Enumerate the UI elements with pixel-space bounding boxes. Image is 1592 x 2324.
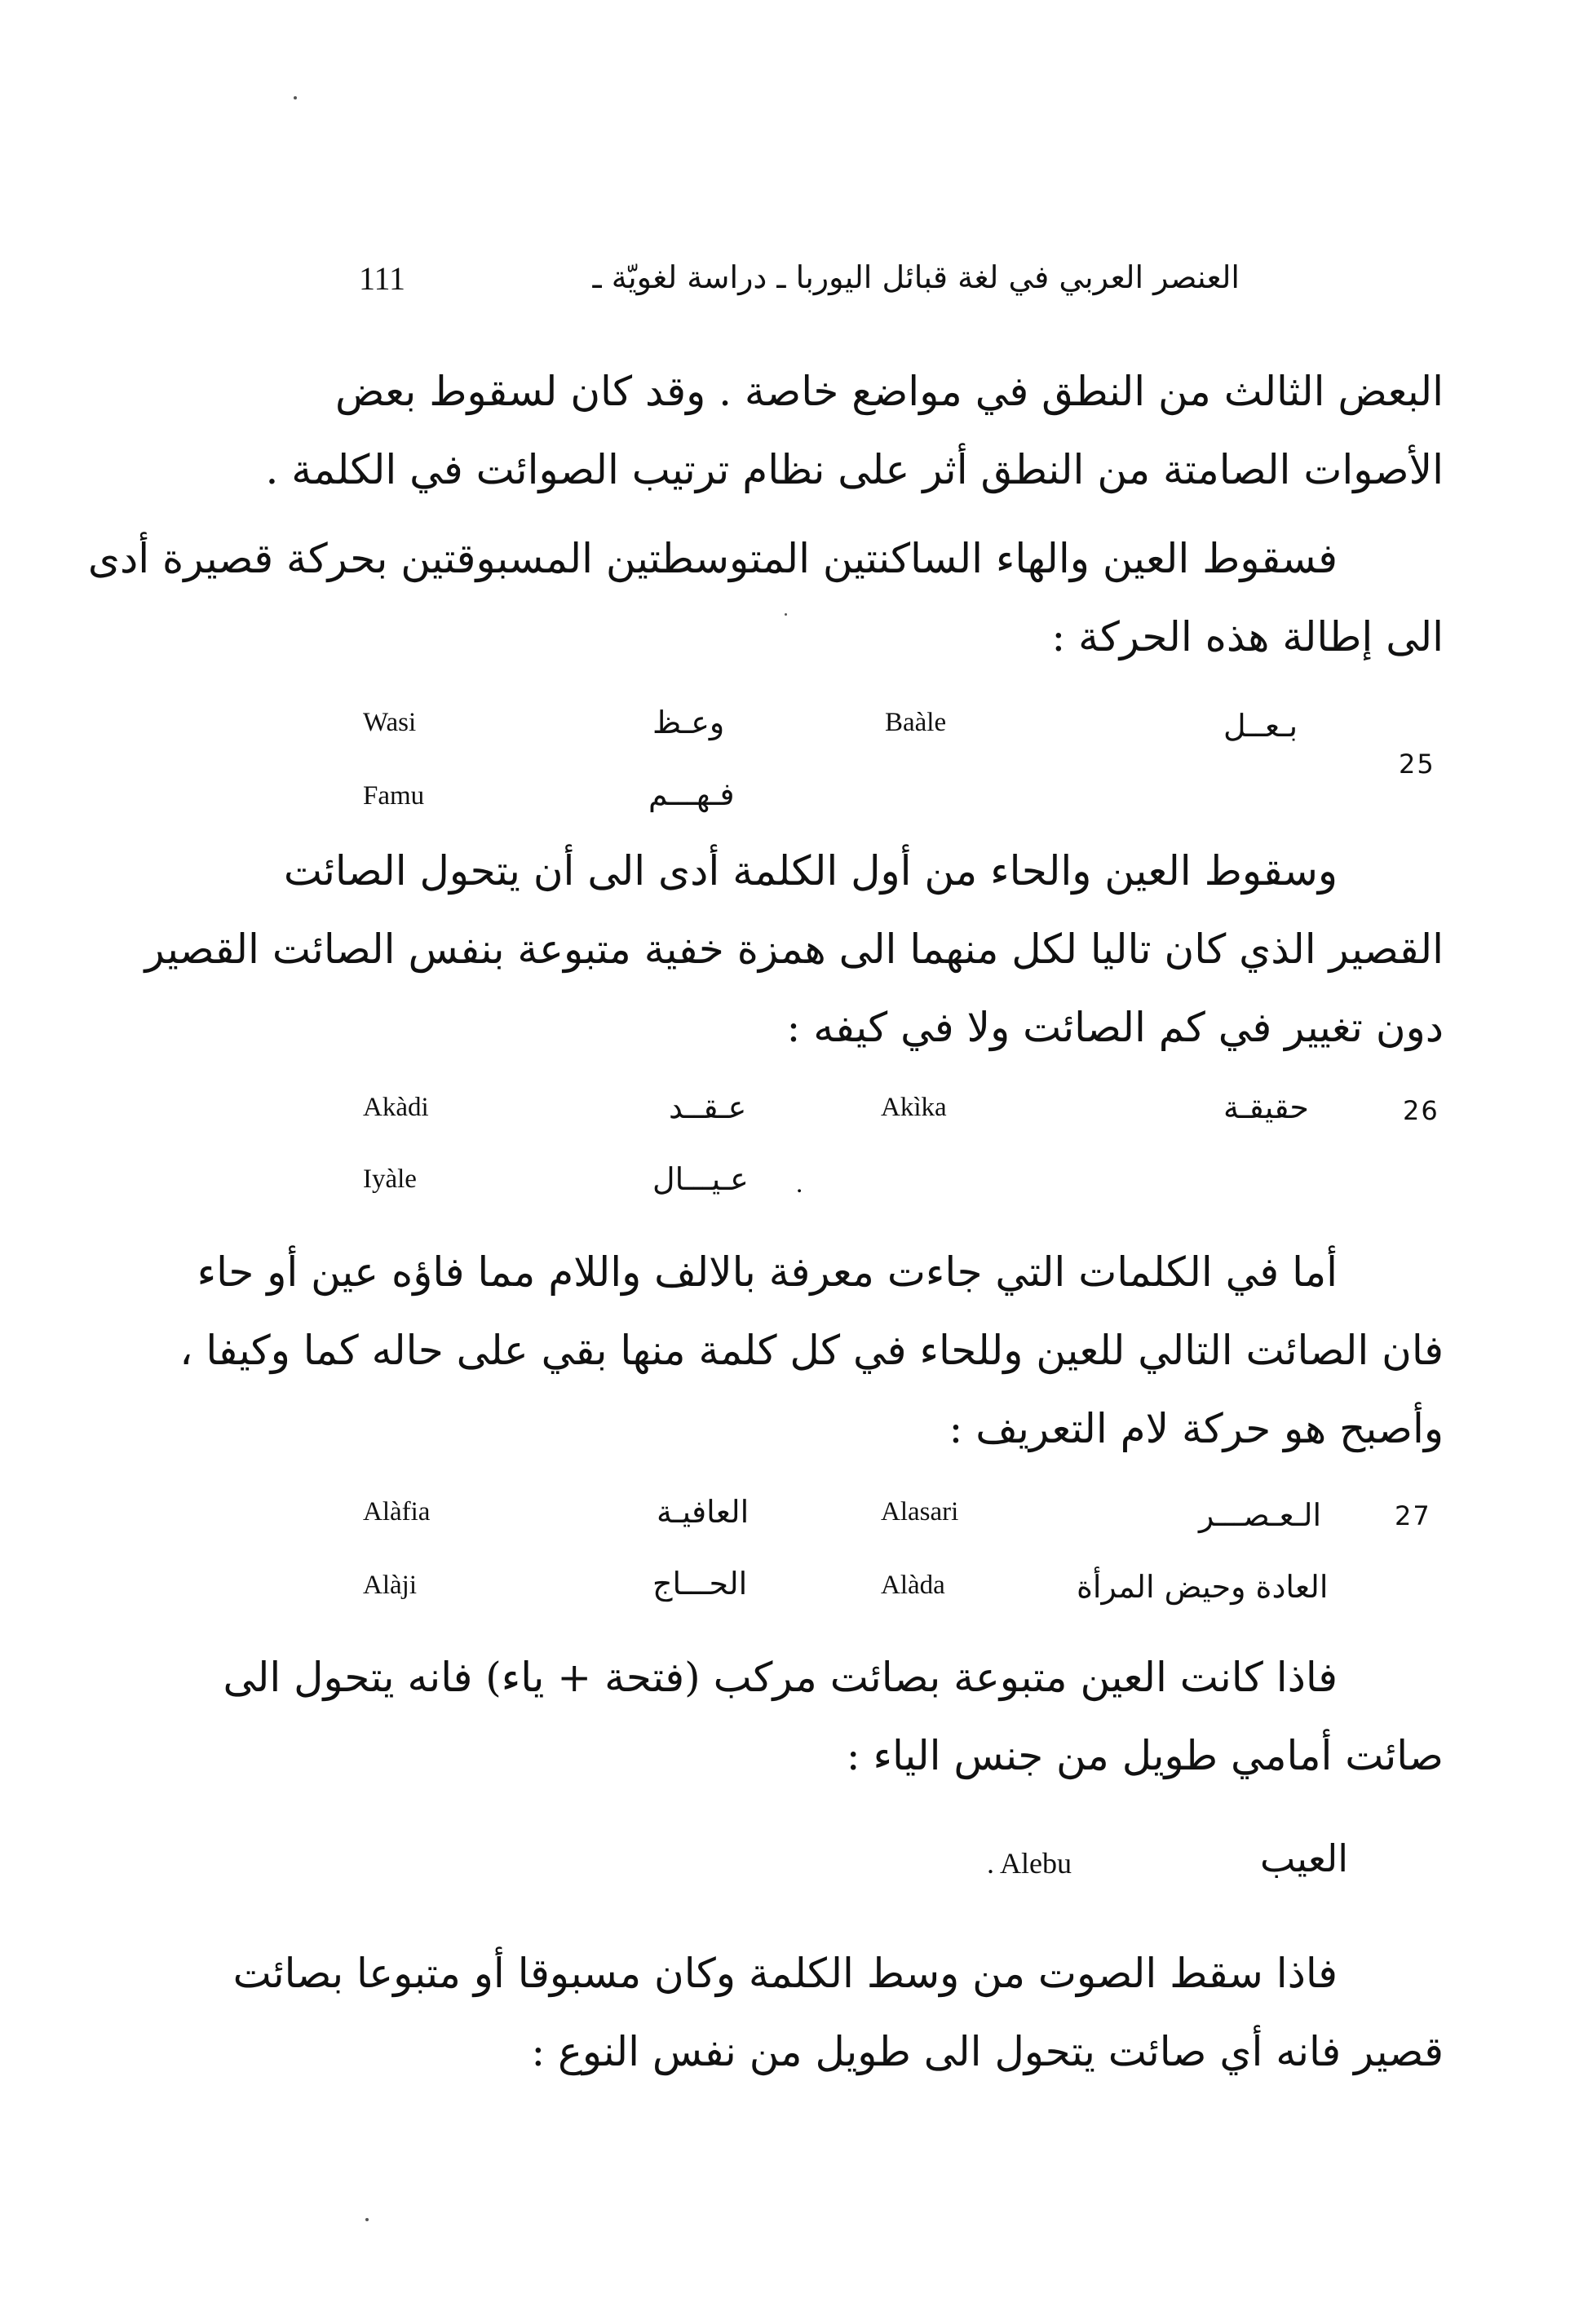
- text-line: صائت أمامي طويل من جنس الياء :: [846, 1732, 1444, 1779]
- yoruba-word: Wasi: [363, 708, 417, 737]
- yoruba-word: Famu: [363, 781, 425, 811]
- arabic-word: عـقــد: [669, 1089, 747, 1125]
- punctuation-mark: .: [796, 1169, 803, 1199]
- yoruba-word: Akìka: [881, 1093, 947, 1122]
- paragraph: [87, 519, 1444, 676]
- yoruba-word: . Alebu: [987, 1847, 1072, 1880]
- text-line: وسقوط العين والحاء من أول الكلمة أدى الى أن يتحول الصائت: [283, 847, 1338, 895]
- text-line: القصير الذي كان تاليا لكل منهما الى همزة خفية متبوعة بنفس الصائت القصير: [144, 926, 1444, 973]
- arabic-word: العيب: [1260, 1836, 1349, 1880]
- text-line: وأصبح هو حركة لام التعريف :: [949, 1405, 1444, 1452]
- page-number: 111: [359, 260, 406, 297]
- arabic-word: فـهـــم: [648, 776, 735, 812]
- text-line: فاذا كانت العين متبوعة بصائت مركب (فتحة + ياء) فانه يتحول الى: [223, 1654, 1338, 1701]
- arabic-word: وعـظ: [652, 705, 725, 740]
- text-line: أما في الكلمات التي جاءت معرفة بالالف واللام مما فاؤه عين أو حاء: [197, 1248, 1338, 1296]
- yoruba-word: Alàda: [881, 1571, 945, 1600]
- example-number: 27: [1395, 1500, 1431, 1531]
- paragraph: [265, 352, 1444, 509]
- arabic-word: عـيـــال: [652, 1161, 749, 1197]
- text-line: قصير فانه أي صائت يتحول الى طويل من نفس النوع :: [531, 2028, 1444, 2075]
- example-number: 26: [1403, 1095, 1439, 1126]
- paragraph: [223, 1638, 1444, 1795]
- arabic-word: العافيـة: [657, 1494, 750, 1530]
- yoruba-word: Alasari: [881, 1497, 959, 1527]
- paragraph: [232, 1934, 1444, 2091]
- running-title: العنصر العربي في لغة قبائل اليوربا ـ دراسة لغويّة ـ: [592, 259, 1240, 295]
- text-line: البعض الثالث من النطق في مواضع خاصة . وقد كان لسقوط بعض: [335, 368, 1444, 415]
- arabic-word: الـعـصـــر: [1199, 1497, 1322, 1533]
- yoruba-word: Baàle: [885, 708, 947, 737]
- arabic-word: بـعــل: [1223, 708, 1298, 744]
- arabic-word: الحـــاج: [652, 1566, 748, 1602]
- yoruba-word: Akàdi: [363, 1093, 429, 1122]
- scan-speck: [365, 2218, 369, 2221]
- text-line: فان الصائت التالي للعين وللحاء في كل كلمة منها بقي على حاله كما وكيفا ،: [179, 1327, 1444, 1374]
- text-line: الى إطالة هذه الحركة :: [1051, 613, 1444, 661]
- yoruba-word: Alàfia: [363, 1497, 431, 1527]
- page-header: [359, 259, 1240, 308]
- text-line: الأصوات الصامتة من النطق أثر على نظام ترتيب الصوائت في الكلمة .: [265, 446, 1444, 493]
- text-line: فاذا سقط الصوت من وسط الكلمة وكان مسبوقا أو متبوعا بصائت: [232, 1950, 1338, 1997]
- paragraph: [144, 832, 1444, 1067]
- arabic-word: حقيقـة: [1223, 1089, 1309, 1125]
- arabic-word: العادة وحيض المرأة: [1077, 1569, 1329, 1605]
- scan-speck: [294, 96, 297, 99]
- paragraph: [179, 1233, 1444, 1468]
- text-line: دون تغيير في كم الصائت ولا في كيفه :: [786, 1004, 1444, 1051]
- text-line: فسقوط العين والهاء الساكنتين المتوسطتين المسبوقتين بحركة قصيرة أدى: [87, 535, 1338, 582]
- yoruba-word: Alàji: [363, 1571, 417, 1600]
- yoruba-word: Iyàle: [363, 1164, 417, 1194]
- example-number: 25: [1399, 749, 1435, 780]
